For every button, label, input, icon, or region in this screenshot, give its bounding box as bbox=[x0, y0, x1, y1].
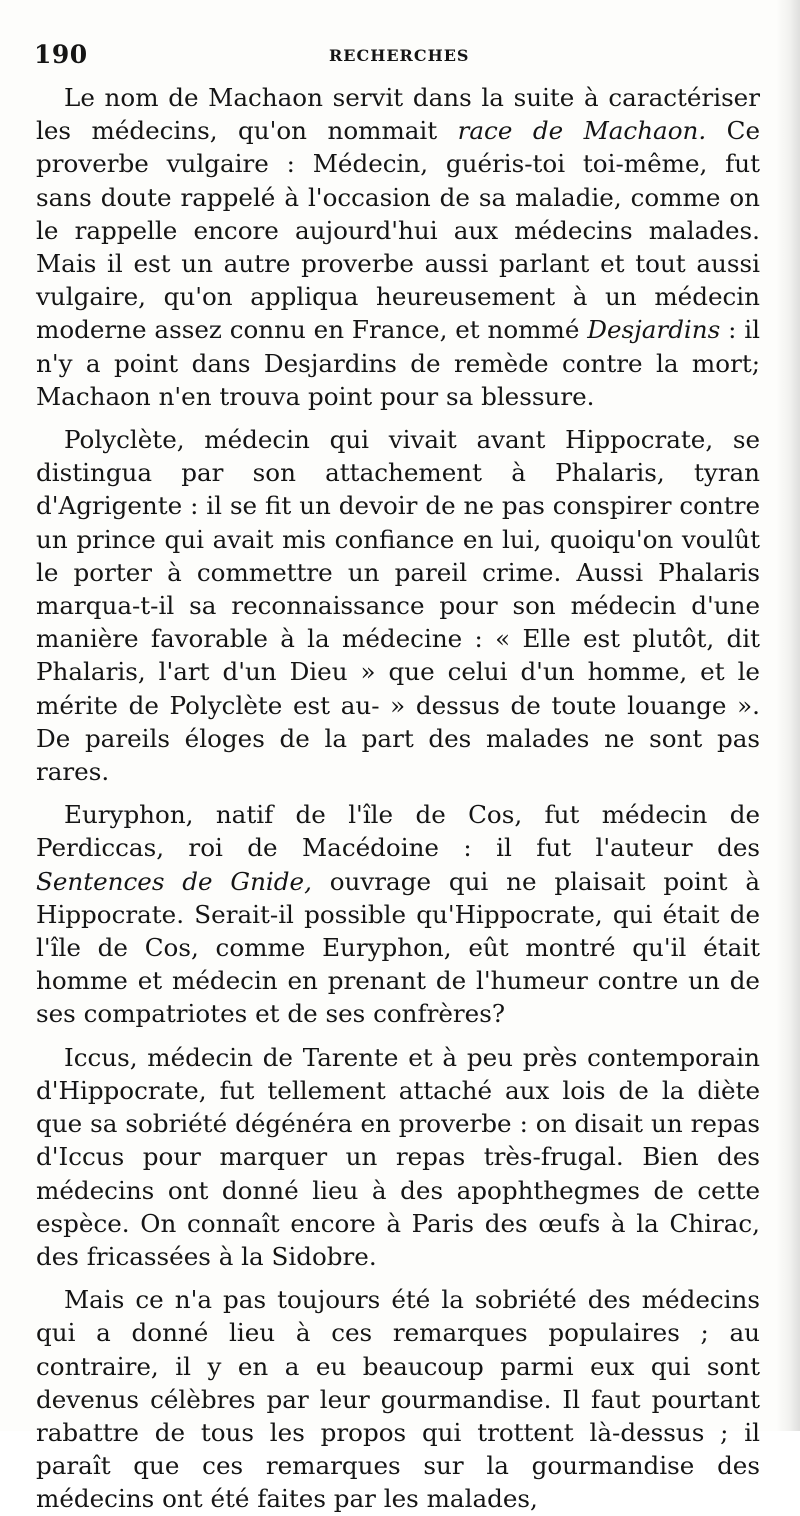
text-run: ouvrage qui ne plaisait point à Hippocrate. Serait-il possible qu'Hippocrate, qui était de l'île de Cos, comme Euryphon, eût montré qu'il était homme et médecin en prenant de l'humeur contre un de ses compatriotes et de ses confrères? bbox=[36, 866, 760, 1029]
paragraph-polyclete: Polyclète, médecin qui vivait avant Hippocrate, se distingua par son attachement à Phalaris, tyran d'Agrigente : il se fit un devoir de ne pas conspirer contre un prince qui avait mis confiance en lui, quoiqu'on voulût le porter à commettre un pareil crime. Aussi Phalaris marqua-t-il sa reconnaissance pour son médecin d'une manière favorable à la médecine : « Elle est plutôt, dit Phalaris, l'art d'un Dieu » que celui d'un homme, et le mérite de Polyclète est au- » dessus de toute louange ». De pareils éloges de la part des malades ne sont pas rares. bbox=[36, 425, 760, 787]
running-title: RECHERCHES bbox=[329, 46, 470, 65]
page-number: 190 bbox=[34, 40, 88, 69]
body-text bbox=[36, 81, 760, 1516]
paragraph-machaon bbox=[36, 81, 760, 413]
text-run: : il n'y a point dans Desjardins de remède contre la mort; Machaon n'en trouva point pour sa blessure. bbox=[36, 315, 760, 411]
paragraph-iccus: Iccus, médecin de Tarente et à peu près contemporain d'Hippocrate, fut tellement attaché aux lois de la diète que sa sobriété dégénéra en proverbe : on disait un repas d'Iccus pour marquer un repas très-frugal. Bien des médecins ont donné lieu à des apophthegmes de cette espèce. On connaît encore à Paris des œufs à la Chirac, des fricassées à la Sidobre. bbox=[36, 1042, 760, 1271]
text-run: Euryphon, natif de l'île de Cos, fut médecin de Perdiccas, roi de Macédoine : il fut l'auteur des bbox=[36, 800, 760, 863]
italic-run: Desjardins bbox=[587, 315, 721, 345]
page-edge-shadow bbox=[776, 0, 800, 1431]
text-run: Ce proverbe vulgaire : Médecin, guéris-toi toi-même, fut sans doute rappelé à l'occasion de sa maladie, comme on le rappelle encore aujourd'hui aux médecins malades. Mais il est un autre proverbe aussi parlant et tout aussi vulgaire, qu'on appliqua heureusement à un médecin moderne assez connu en France, et nommé bbox=[36, 116, 761, 345]
italic-run: Sentences de Gnide, bbox=[36, 866, 312, 896]
paragraph-euryphon bbox=[36, 798, 760, 1030]
paragraph-gourmandise: Mais ce n'a pas toujours été la sobriété des médecins qui a donné lieu à ces remarques populaires ; au contraire, il y en a eu beaucoup parmi eux qui sont devenus célèbres par leur gourmandise. Il faut pourtant rabattre de tous les propos qui trottent là-dessus ; il paraît que ces remarques sur la gourmandise des médecins ont été faites par les malades, bbox=[36, 1285, 760, 1514]
page-header bbox=[34, 40, 769, 80]
italic-run: race de Machaon. bbox=[457, 116, 707, 146]
text-run: Le nom de Machaon servit dans la suite à caractériser les médecins, qu'on nommait bbox=[36, 83, 760, 146]
